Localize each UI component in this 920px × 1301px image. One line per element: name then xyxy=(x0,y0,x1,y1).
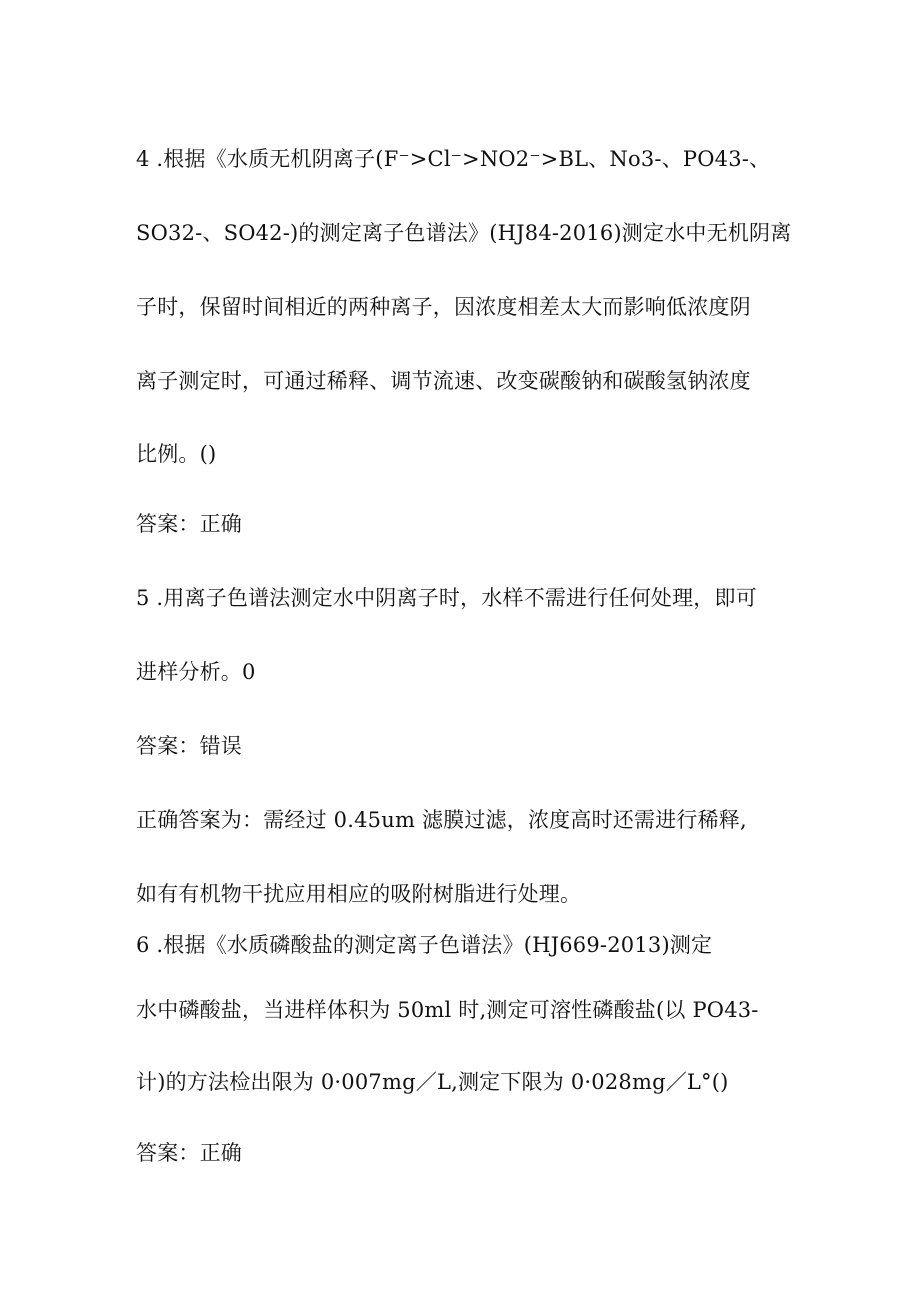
question-5-explanation-line-2: 如有有机物干扰应用相应的吸附树脂进行处理。 xyxy=(136,882,582,906)
question-4-line-1: 4 .根据《水质无机阴离子(F⁻>Cl⁻>NO2⁻>BL、No3-、PO43-、 xyxy=(136,147,771,171)
question-4-answer: 答案：正确 xyxy=(136,512,242,536)
question-6-line-2: 水中磷酸盐，当进样体积为 50ml 时,测定可溶性磷酸盐(以 PO43- xyxy=(136,998,759,1022)
question-4-line-3: 子时，保留时间相近的两种离子，因浓度相差太大而影响低浓度阴 xyxy=(136,295,751,319)
question-4-line-2: SO32-、SO42-)的测定离子色谱法》(HJ84-2016)测定水中无机阴离 xyxy=(136,221,792,245)
question-5-line-2: 进样分析。0 xyxy=(136,660,256,684)
question-6-line-1: 6 .根据《水质磷酸盐的测定离子色谱法》(HJ669-2013)测定 xyxy=(136,933,713,957)
question-6-answer: 答案：正确 xyxy=(136,1141,242,1165)
question-4-line-5: 比例。() xyxy=(136,442,217,466)
question-4-line-4: 离子测定时，可通过稀释、调节流速、改变碳酸钠和碳酸氢钠浓度 xyxy=(136,369,751,393)
question-6-line-3: 计)的方法检出限为 0·007mg／L,测定下限为 0·028mg／L°() xyxy=(136,1070,729,1094)
question-5-line-1: 5 .用离子色谱法测定水中阴离子时，水样不需进行任何处理，即可 xyxy=(136,586,757,610)
question-5-answer: 答案：错误 xyxy=(136,734,242,758)
question-5-explanation-line-1: 正确答案为：需经过 0.45um 滤膜过滤，浓度高时还需进行稀释, xyxy=(136,808,747,832)
